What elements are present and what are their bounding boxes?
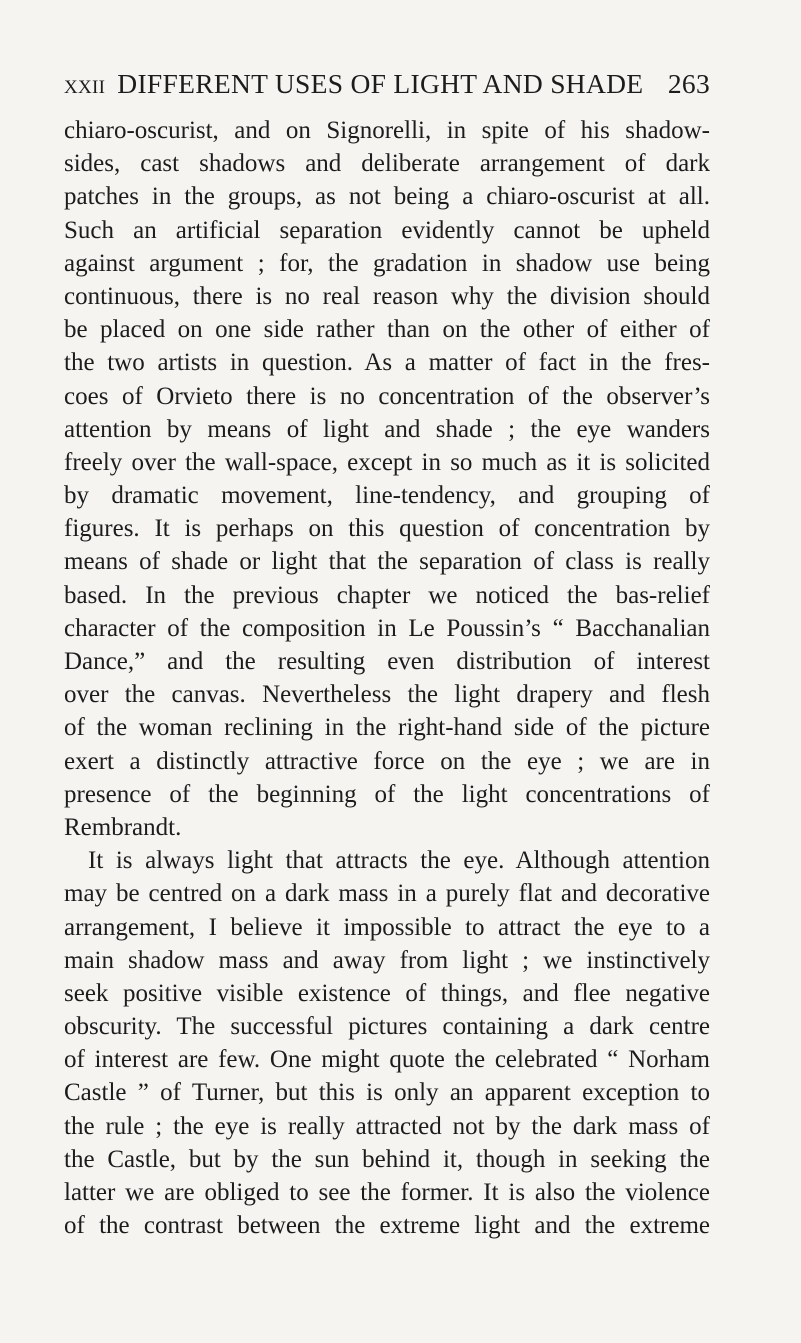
text-line: the rule ; the eye is really attracted not by the dark mass of [64,1112,710,1140]
text-line: means of shade or light that the separation of class is really [64,548,710,576]
text-line: Castle ” of Turner, but this is only an apparent exception to [64,1079,710,1107]
text-line: seek positive visible existence of things, and flee negative [64,979,710,1007]
text-line: Dance,” and the resulting even distribution of interest [64,648,710,675]
text-line: obscurity. The successful pictures containing a dark centre [64,1013,710,1041]
text-line: against argument ; for, the gradation in shadow use being [64,249,710,277]
chapter-numeral: xxii [64,69,106,99]
text-line: character of the composition in Le Poussin’s “ Bacchanalian [64,614,710,642]
text-line: by dramatic movement, line-tendency, and grouping of [64,482,710,510]
text-line: the Castle, but by the sun behind it, though in seeking the [64,1145,710,1173]
text-line: of the woman reclining in the right-hand side of the picture [64,714,710,742]
text-line: the two artists in question. As a matter of fact in the fres- [64,349,710,377]
paragraph-start-line: It is always light that attracts the eye. Although attention [88,847,710,875]
paragraph-end-line: Rembrandt. [64,813,182,841]
text-line: based. In the previous chapter we noticed the bas-relief [64,581,710,609]
text-line: freely over the wall-space, except in so much as it is solicited [64,448,710,476]
text-line: main shadow mass and away from light ; we instinctively [64,946,710,974]
text-line: patches in the groups, as not being a chiaro-oscurist at all. [64,183,710,211]
text-line: sides, cast shadows and deliberate arrangement of dark [64,150,710,178]
text-line: over the canvas. Nevertheless the light drapery and flesh [64,681,710,709]
body-text [64,114,710,1242]
text-line: coes of Orvieto there is no concentration of the observer’s [64,382,710,410]
text-line: of interest are few. One might quote the celebrated “ Norham [64,1046,710,1074]
text-line: of the contrast between the extreme light and the extreme [64,1212,710,1240]
text-line: figures. It is perhaps on this question of concentration by [64,515,710,543]
text-line: continuous, there is no real reason why the division should [64,282,710,310]
text-line: arrangement, I believe it impossible to attract the eye to a [64,913,710,941]
running-head [64,68,710,108]
text-line: may be centred on a dark mass in a purely flat and decorative [64,880,710,908]
text-line: be placed on one side rather than on the other of either of [64,316,710,344]
page-number: 263 [667,68,710,99]
text-line: chiaro-oscurist, and on Signorelli, in spite of his shadow- [64,117,710,144]
running-title: DIFFERENT USES OF LIGHT AND SHADE [117,68,644,99]
text-line: latter we are obliged to see the former. It is also the violence [64,1179,710,1206]
text-line: exert a distinctly attractive force on the eye ; we are in [64,747,710,775]
text-line: presence of the beginning of the light concentrations of [64,780,710,808]
text-line: Such an artificial separation evidently cannot be upheld [64,216,710,244]
text-line: attention by means of light and shade ; the eye wanders [64,415,710,443]
